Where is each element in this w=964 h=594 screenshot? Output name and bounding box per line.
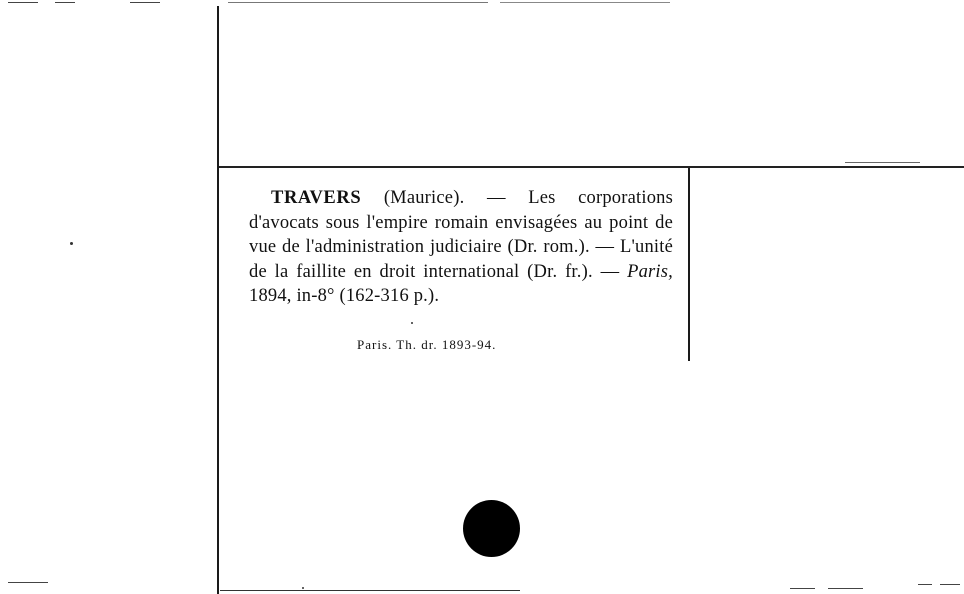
- scan-speck: [70, 242, 73, 245]
- card-heading-rule: [219, 166, 964, 168]
- scan-mark: [55, 2, 75, 3]
- author-surname: TRAVERS: [271, 188, 362, 208]
- scan-speck: [302, 587, 304, 589]
- publication-place: Paris,: [627, 261, 673, 282]
- scan-mark: [8, 2, 38, 3]
- card-punch-hole: [463, 500, 520, 557]
- entry-title-text: — Les corporations d'avocats sous l'empire romain envisagées au point de vue de l'administration judiciaire (Dr. rom.). — L'unité de la faillite en droit international (Dr. fr.). —: [249, 188, 674, 282]
- scan-speck: [411, 322, 413, 324]
- scan-mark: [940, 584, 960, 585]
- card-left-rule: [217, 6, 219, 594]
- bibliographic-entry: [249, 186, 673, 309]
- shelfmark: Paris. Th. dr. 1893-94.: [357, 337, 497, 352]
- card-right-rule: [688, 168, 690, 361]
- scan-mark: [130, 2, 160, 3]
- scan-mark: [8, 582, 48, 583]
- card-bottom-rule: [220, 590, 520, 591]
- author-given-name: (Maurice).: [383, 188, 465, 208]
- scan-mark: [828, 588, 863, 589]
- publication-details: 1894, in-8° (162-316 p.).: [249, 286, 440, 306]
- scan-mark: [918, 584, 932, 585]
- scan-mark: [500, 2, 670, 3]
- scan-mark: [228, 2, 488, 3]
- scan-mark: [790, 588, 815, 589]
- scan-mark: [845, 162, 920, 163]
